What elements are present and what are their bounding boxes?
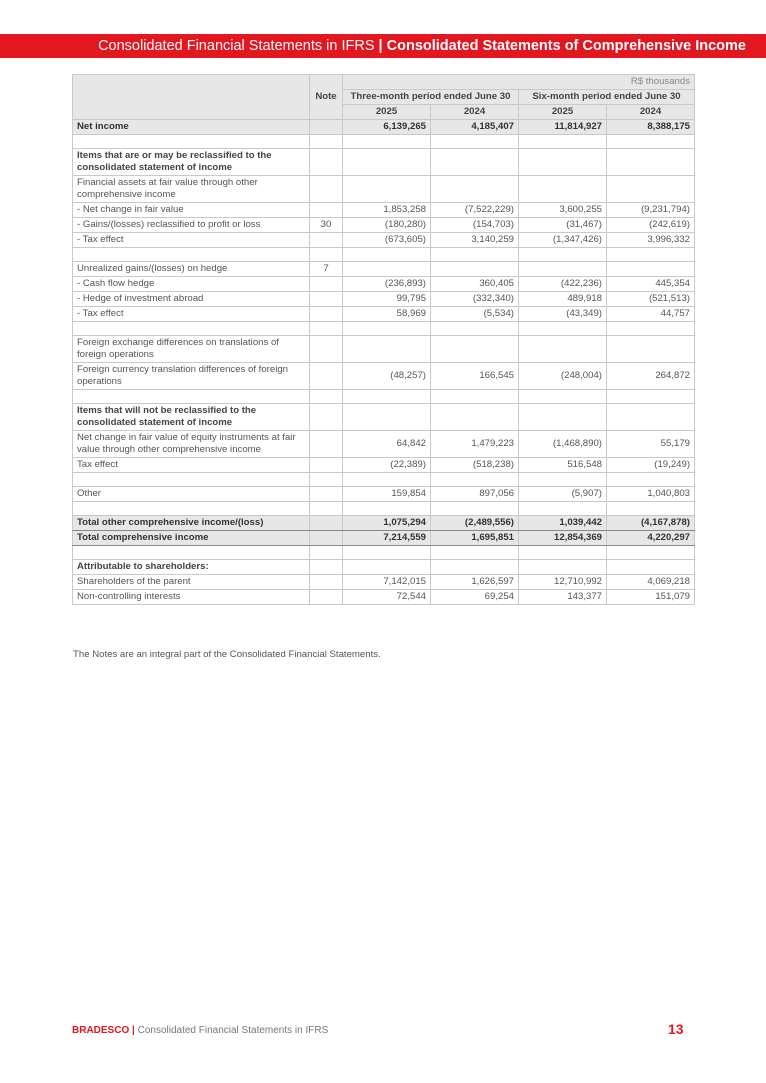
table-row <box>73 590 695 605</box>
value-cell: (180,280) <box>343 218 431 233</box>
value-cell: (332,340) <box>431 292 519 307</box>
spacer-row <box>73 473 695 487</box>
value-cell <box>343 262 431 277</box>
value-cell <box>519 502 607 516</box>
row-label: - Net change in fair value <box>73 203 310 218</box>
row-label: Attributable to shareholders: <box>73 560 310 575</box>
value-cell: 166,545 <box>431 363 519 390</box>
value-cell <box>519 336 607 363</box>
six-month-header: Six-month period ended June 30 <box>519 90 695 105</box>
value-cell <box>607 262 695 277</box>
value-cell <box>519 176 607 203</box>
page-footer <box>72 1025 328 1036</box>
row-label: Foreign currency translation differences of foreign operations <box>73 363 310 390</box>
value-cell: 8,388,175 <box>607 120 695 135</box>
spacer-row <box>73 390 695 404</box>
value-cell <box>343 149 431 176</box>
value-cell: (673,605) <box>343 233 431 248</box>
note-cell <box>310 390 343 404</box>
value-cell: 7,214,559 <box>343 531 431 546</box>
row-label: - Hedge of investment abroad <box>73 292 310 307</box>
table-row <box>73 487 695 502</box>
spacer-row <box>73 322 695 336</box>
spacer-row <box>73 502 695 516</box>
value-cell: 4,220,297 <box>607 531 695 546</box>
note-cell <box>310 502 343 516</box>
note-cell <box>310 487 343 502</box>
value-cell <box>343 176 431 203</box>
year-header: 2024 <box>607 105 695 120</box>
value-cell <box>343 390 431 404</box>
row-label: Items that will not be reclassified to the consolidated statement of income <box>73 404 310 431</box>
value-cell: (1,468,890) <box>519 431 607 458</box>
value-cell <box>519 560 607 575</box>
footnote: The Notes are an integral part of the Consolidated Financial Statements. <box>73 649 381 660</box>
note-cell: 30 <box>310 218 343 233</box>
value-cell: (242,619) <box>607 218 695 233</box>
note-cell <box>310 307 343 322</box>
row-label: Financial assets at fair value through other comprehensive income <box>73 176 310 203</box>
row-label <box>73 473 310 487</box>
year-header: 2024 <box>431 105 519 120</box>
year-header: 2025 <box>519 105 607 120</box>
row-label: Items that are or may be reclassified to the consolidated statement of income <box>73 149 310 176</box>
value-cell: (9,231,794) <box>607 203 695 218</box>
table-body <box>73 120 695 605</box>
table-row <box>73 218 695 233</box>
row-label: Net change in fair value of equity instruments at fair value through other comprehensive income <box>73 431 310 458</box>
table-row <box>73 560 695 575</box>
row-label <box>73 390 310 404</box>
value-cell: 4,069,218 <box>607 575 695 590</box>
value-cell: 1,039,442 <box>519 516 607 531</box>
value-cell: 1,075,294 <box>343 516 431 531</box>
note-cell <box>310 233 343 248</box>
note-cell <box>310 248 343 262</box>
value-cell: (248,004) <box>519 363 607 390</box>
value-cell: (521,513) <box>607 292 695 307</box>
brand-name: BRADESCO <box>72 1025 130 1036</box>
value-cell: (48,257) <box>343 363 431 390</box>
table-row <box>73 516 695 531</box>
value-cell <box>607 546 695 560</box>
note-cell <box>310 176 343 203</box>
value-cell: 4,185,407 <box>431 120 519 135</box>
row-label: Total other comprehensive income/(loss) <box>73 516 310 531</box>
value-cell <box>343 546 431 560</box>
value-cell: 11,814,927 <box>519 120 607 135</box>
note-cell <box>310 336 343 363</box>
value-cell <box>519 248 607 262</box>
value-cell <box>343 560 431 575</box>
value-cell: (518,238) <box>431 458 519 473</box>
page-number: 13 <box>668 1021 684 1037</box>
doc-title: Consolidated Financial Statements in IFRS <box>98 38 375 54</box>
value-cell: 99,795 <box>343 292 431 307</box>
value-cell: 1,040,803 <box>607 487 695 502</box>
value-cell <box>343 502 431 516</box>
value-cell: (5,534) <box>431 307 519 322</box>
value-cell <box>431 404 519 431</box>
table-row <box>73 575 695 590</box>
value-cell: 12,710,992 <box>519 575 607 590</box>
value-cell <box>519 546 607 560</box>
value-cell <box>431 560 519 575</box>
value-cell: 64,842 <box>343 431 431 458</box>
row-label <box>73 546 310 560</box>
note-cell <box>310 203 343 218</box>
value-cell <box>607 336 695 363</box>
table-row <box>73 120 695 135</box>
value-cell: (7,522,229) <box>431 203 519 218</box>
value-cell <box>431 390 519 404</box>
value-cell <box>431 176 519 203</box>
value-cell: 489,918 <box>519 292 607 307</box>
table-row <box>73 149 695 176</box>
footer-text: Consolidated Financial Statements in IFRS <box>137 1025 329 1036</box>
value-cell: (5,907) <box>519 487 607 502</box>
value-cell <box>343 322 431 336</box>
row-label: Net income <box>73 120 310 135</box>
table-row <box>73 531 695 546</box>
three-month-header: Three-month period ended June 30 <box>343 90 519 105</box>
spacer-row <box>73 248 695 262</box>
value-cell: (4,167,878) <box>607 516 695 531</box>
value-cell <box>607 322 695 336</box>
table-row <box>73 404 695 431</box>
note-cell <box>310 458 343 473</box>
table-row <box>73 176 695 203</box>
value-cell: 6,139,265 <box>343 120 431 135</box>
value-cell: 1,479,223 <box>431 431 519 458</box>
note-cell <box>310 120 343 135</box>
value-cell <box>519 322 607 336</box>
table-row <box>73 336 695 363</box>
row-label: Total comprehensive income <box>73 531 310 546</box>
value-cell: 1,626,597 <box>431 575 519 590</box>
value-cell <box>343 473 431 487</box>
row-label: - Cash flow hedge <box>73 277 310 292</box>
value-cell: (22,389) <box>343 458 431 473</box>
value-cell: (31,467) <box>519 218 607 233</box>
row-label: Unrealized gains/(losses) on hedge <box>73 262 310 277</box>
value-cell: 445,354 <box>607 277 695 292</box>
value-cell: (2,489,556) <box>431 516 519 531</box>
value-cell: 3,600,255 <box>519 203 607 218</box>
value-cell <box>607 560 695 575</box>
value-cell <box>519 404 607 431</box>
note-cell <box>310 292 343 307</box>
year-header: 2025 <box>343 105 431 120</box>
value-cell <box>431 473 519 487</box>
value-cell <box>519 390 607 404</box>
section-title: Consolidated Statements of Comprehensive Income <box>386 38 746 54</box>
value-cell <box>431 336 519 363</box>
value-cell: 516,548 <box>519 458 607 473</box>
footer-separator: | <box>132 1025 135 1036</box>
row-label: Other <box>73 487 310 502</box>
value-cell <box>607 135 695 149</box>
table-row <box>73 262 695 277</box>
value-cell <box>431 149 519 176</box>
value-cell <box>519 135 607 149</box>
value-cell: 360,405 <box>431 277 519 292</box>
value-cell: 159,854 <box>343 487 431 502</box>
value-cell: 3,996,332 <box>607 233 695 248</box>
note-cell <box>310 135 343 149</box>
value-cell: (1,347,426) <box>519 233 607 248</box>
note-cell <box>310 404 343 431</box>
label-column-header <box>73 75 310 120</box>
row-label: - Gains/(losses) reclassified to profit or loss <box>73 218 310 233</box>
value-cell <box>343 135 431 149</box>
value-cell: 72,544 <box>343 590 431 605</box>
note-cell <box>310 277 343 292</box>
value-cell: 58,969 <box>343 307 431 322</box>
comprehensive-income-table <box>72 74 695 605</box>
value-cell: (154,703) <box>431 218 519 233</box>
value-cell <box>431 322 519 336</box>
value-cell <box>343 248 431 262</box>
value-cell: 143,377 <box>519 590 607 605</box>
row-label: - Tax effect <box>73 307 310 322</box>
value-cell: 44,757 <box>607 307 695 322</box>
value-cell: (236,893) <box>343 277 431 292</box>
note-cell <box>310 546 343 560</box>
table-row <box>73 277 695 292</box>
value-cell: 69,254 <box>431 590 519 605</box>
value-cell <box>607 473 695 487</box>
table-row <box>73 431 695 458</box>
note-cell <box>310 575 343 590</box>
value-cell <box>431 546 519 560</box>
row-label: Shareholders of the parent <box>73 575 310 590</box>
value-cell: 1,695,851 <box>431 531 519 546</box>
value-cell <box>431 502 519 516</box>
note-cell <box>310 149 343 176</box>
page-header-banner <box>0 34 766 58</box>
note-cell <box>310 560 343 575</box>
row-label <box>73 248 310 262</box>
value-cell <box>607 502 695 516</box>
statement-table-wrapper <box>72 74 694 605</box>
table-row <box>73 203 695 218</box>
row-label <box>73 502 310 516</box>
value-cell <box>431 262 519 277</box>
table-row <box>73 233 695 248</box>
note-cell: 7 <box>310 262 343 277</box>
value-cell: 55,179 <box>607 431 695 458</box>
table-row <box>73 292 695 307</box>
value-cell <box>607 404 695 431</box>
row-label: Non-controlling interests <box>73 590 310 605</box>
note-cell <box>310 531 343 546</box>
row-label <box>73 135 310 149</box>
value-cell: 264,872 <box>607 363 695 390</box>
spacer-row <box>73 546 695 560</box>
table-row <box>73 307 695 322</box>
value-cell: 3,140,259 <box>431 233 519 248</box>
value-cell: (422,236) <box>519 277 607 292</box>
note-cell <box>310 516 343 531</box>
value-cell: (19,249) <box>607 458 695 473</box>
value-cell <box>607 176 695 203</box>
value-cell <box>343 404 431 431</box>
row-label: - Tax effect <box>73 233 310 248</box>
value-cell: 7,142,015 <box>343 575 431 590</box>
value-cell: 151,079 <box>607 590 695 605</box>
spacer-row <box>73 135 695 149</box>
value-cell <box>431 135 519 149</box>
table-row <box>73 363 695 390</box>
note-cell <box>310 431 343 458</box>
value-cell <box>519 473 607 487</box>
value-cell: (43,349) <box>519 307 607 322</box>
value-cell <box>519 262 607 277</box>
value-cell <box>519 149 607 176</box>
table-row <box>73 458 695 473</box>
note-cell <box>310 363 343 390</box>
value-cell: 1,853,258 <box>343 203 431 218</box>
value-cell <box>607 248 695 262</box>
value-cell <box>607 390 695 404</box>
value-cell <box>343 336 431 363</box>
value-cell <box>431 248 519 262</box>
unit-label: R$ thousands <box>343 75 695 90</box>
note-column-header: Note <box>310 75 343 120</box>
value-cell: 12,854,369 <box>519 531 607 546</box>
header-separator: | <box>378 38 383 54</box>
row-label <box>73 322 310 336</box>
note-cell <box>310 473 343 487</box>
row-label: Tax effect <box>73 458 310 473</box>
value-cell <box>607 149 695 176</box>
note-cell <box>310 590 343 605</box>
note-cell <box>310 322 343 336</box>
row-label: Foreign exchange differences on translations of foreign operations <box>73 336 310 363</box>
value-cell: 897,056 <box>431 487 519 502</box>
